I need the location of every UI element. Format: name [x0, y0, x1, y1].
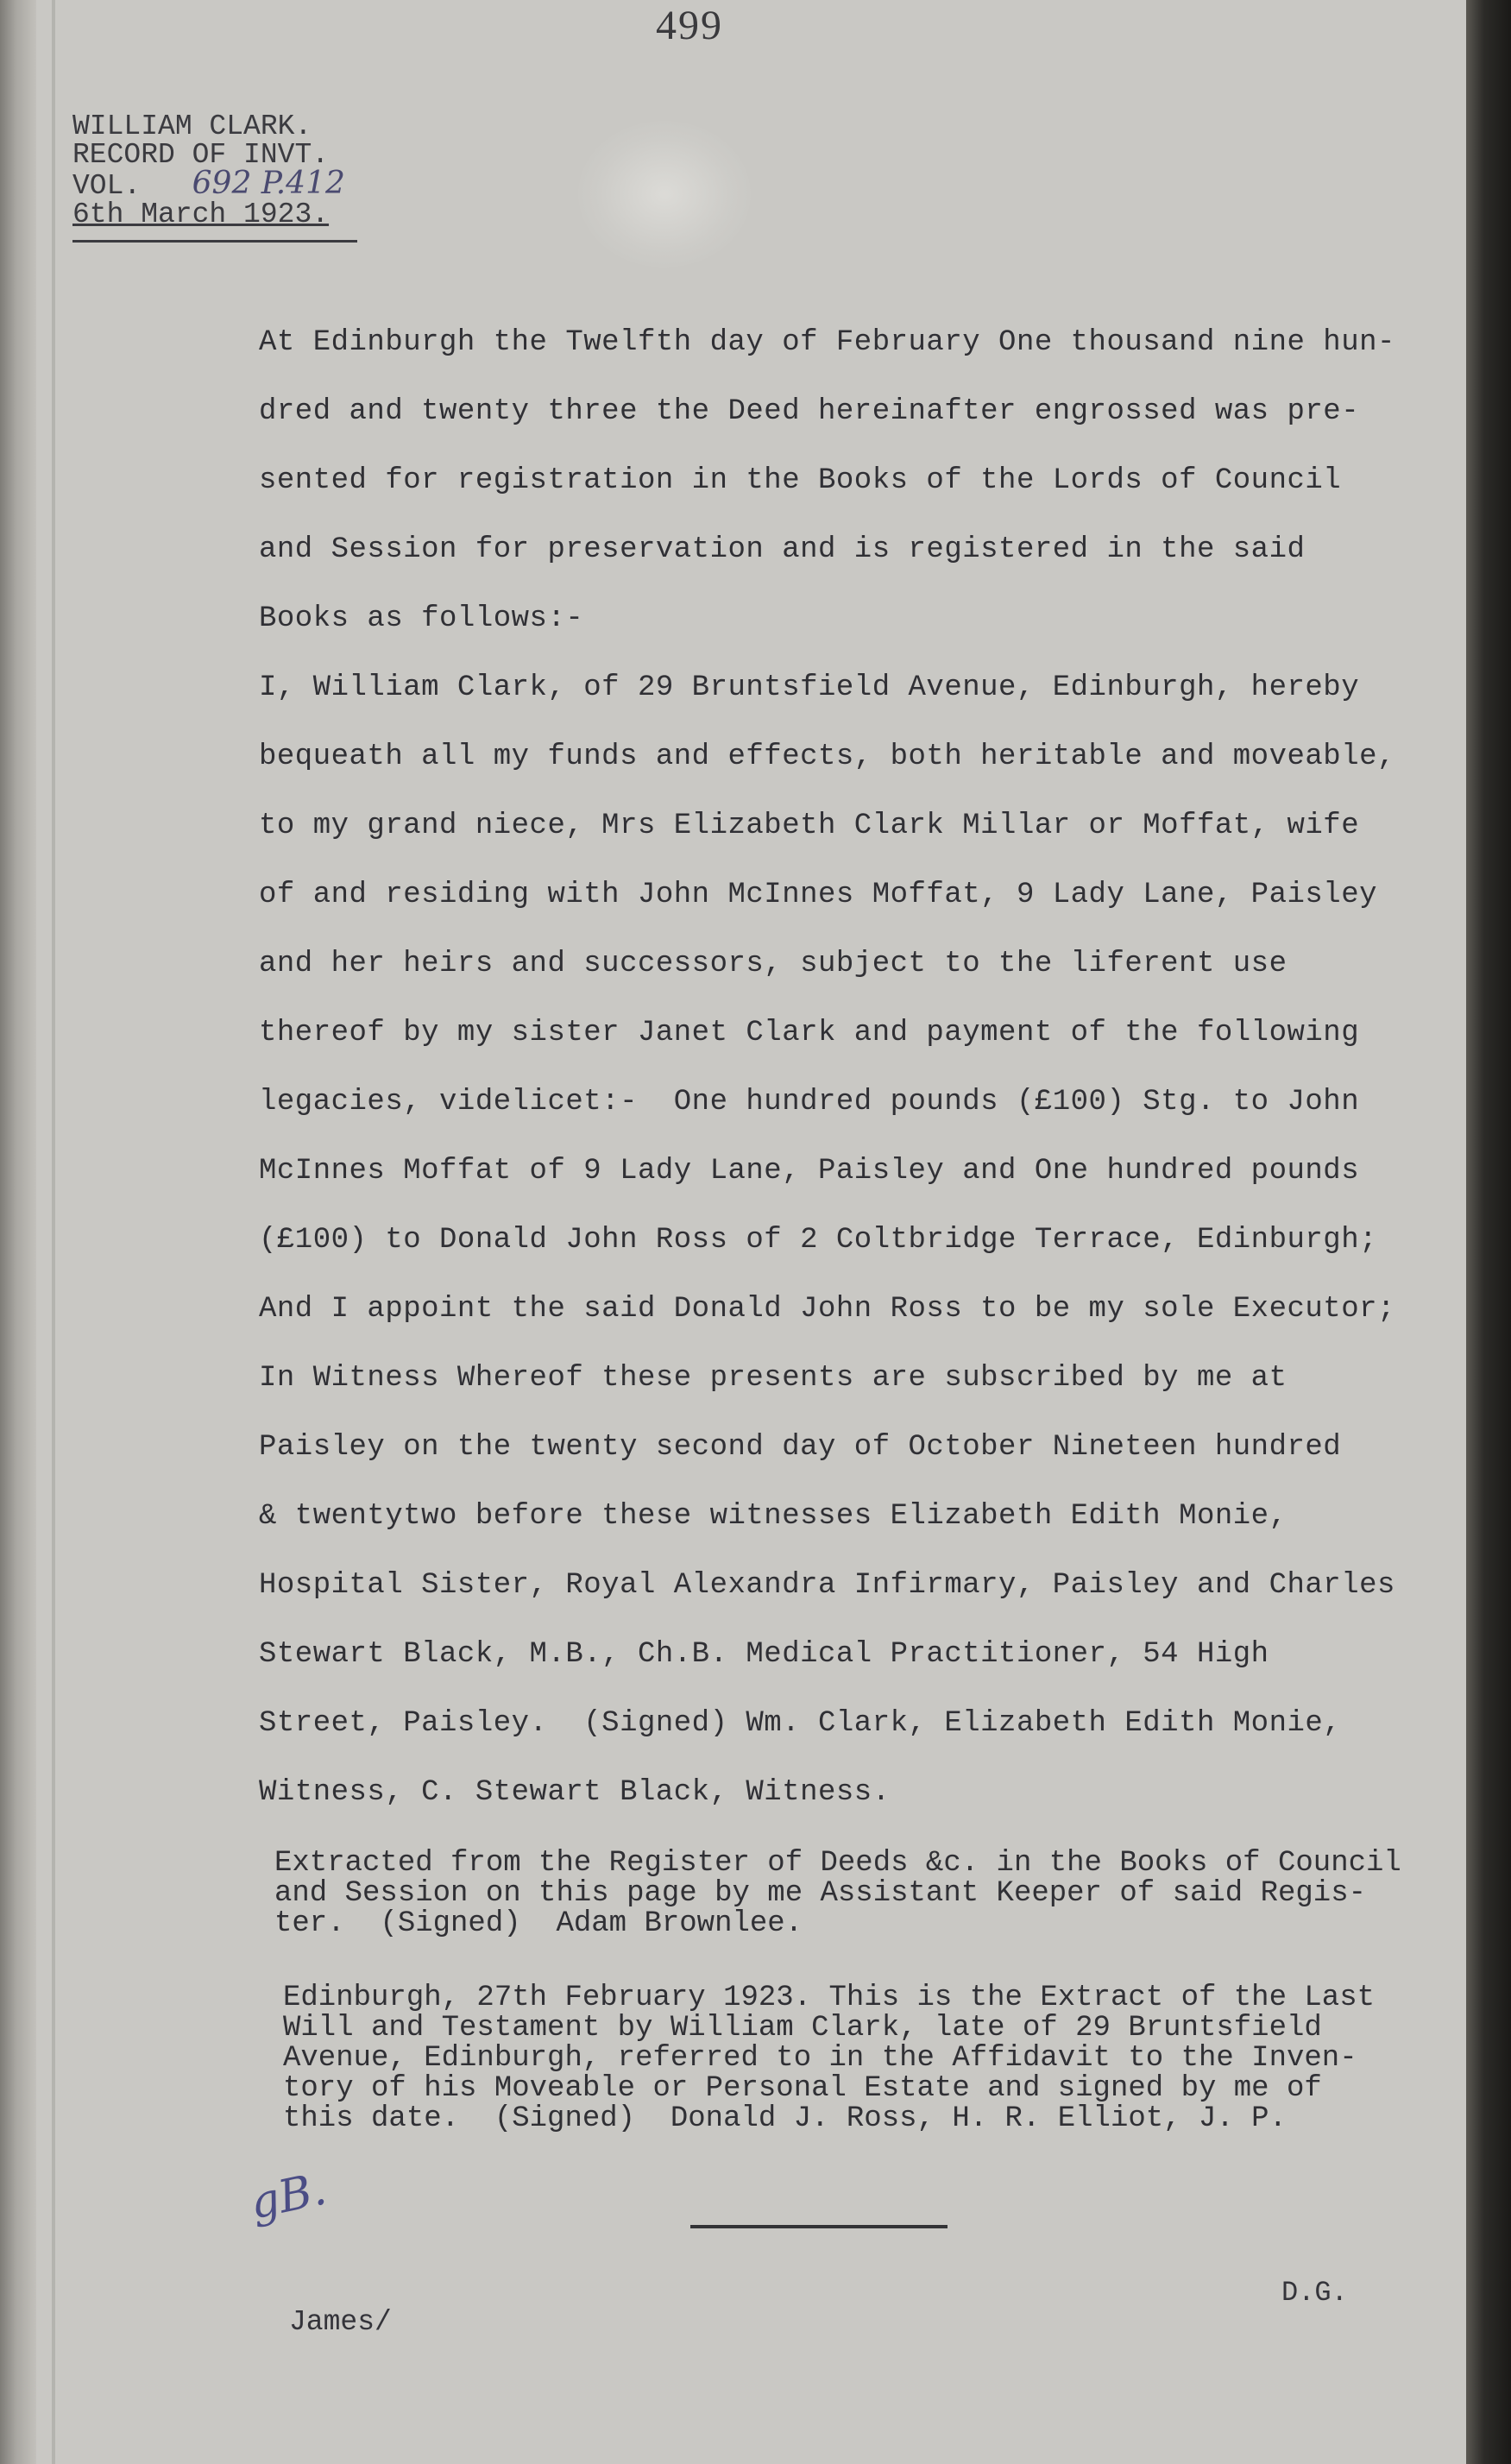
deed-text-line: (£100) to Donald John Ross of 2 Coltbridge Terrace, Edinburgh;: [259, 1224, 1378, 1257]
extract-certification: [274, 1849, 1500, 1939]
deed-text-line: Street, Paisley. (Signed) Wm. Clark, Elizabeth Edith Monie,: [259, 1707, 1342, 1740]
record-header: [72, 112, 345, 229]
affidavit-note: [283, 1983, 1508, 2134]
deed-text-line: Hospital Sister, Royal Alexandra Infirmary, Paisley and Charles: [259, 1569, 1395, 1602]
deed-body: [259, 328, 1484, 1847]
margin-shadow: [52, 0, 55, 2464]
deed-text-line: and Session for preservation and is registered in the said: [259, 533, 1306, 566]
affidavit-text-line: Will and Testament by William Clark, late of 29 Bruntsfield: [283, 2012, 1322, 2045]
deed-text-line: thereof by my sister Janet Clark and payment of the following: [259, 1017, 1360, 1049]
header-volume: [72, 166, 345, 202]
book-binding-edge: [0, 0, 36, 2464]
closing-rule: [690, 2225, 948, 2228]
header-vol-label: VOL.: [72, 170, 142, 202]
footer-initials: D.G.: [1281, 2277, 1348, 2309]
affidavit-text-line: this date. (Signed) Donald J. Ross, H. R. Elliot, J. P.: [283, 2102, 1287, 2135]
deed-text-line: At Edinburgh the Twelfth day of February One thousand nine hun-: [259, 326, 1395, 359]
deed-text-line: Stewart Black, M.B., Ch.B. Medical Practitioner, 54 High: [259, 1638, 1269, 1671]
deed-text-line: Paisley on the twenty second day of October Nineteen hundred: [259, 1431, 1342, 1464]
footer-continuation: James/: [289, 2306, 392, 2338]
deed-text-line: Books as follows:-: [259, 602, 584, 635]
extract-text-line: ter. (Signed) Adam Brownlee.: [274, 1907, 803, 1940]
deed-text-line: & twentytwo before these witnesses Elizabeth Edith Monie,: [259, 1500, 1287, 1533]
extract-text-line: and Session on this page by me Assistant Keeper of said Regis-: [274, 1877, 1367, 1910]
deed-text-line: of and residing with John McInnes Moffat, 9 Lady Lane, Paisley: [259, 879, 1378, 911]
header-record: RECORD OF INVT.: [72, 139, 330, 171]
handwritten-volume-page: 692 P.412: [192, 166, 345, 201]
affidavit-text-line: Avenue, Edinburgh, referred to in the Affidavit to the Inven-: [283, 2042, 1357, 2075]
header-underline: [72, 240, 357, 243]
affidavit-text-line: Edinburgh, 27th February 1923. This is the Extract of the Last: [283, 1982, 1376, 2014]
embossed-seal: [578, 121, 751, 268]
deed-text-line: legacies, videlicet:- One hundred pounds (£100) Stg. to John: [259, 1086, 1360, 1119]
deed-text-line: And I appoint the said Donald John Ross to be my sole Executor;: [259, 1293, 1395, 1326]
deed-text-line: Witness, C. Stewart Black, Witness.: [259, 1776, 891, 1809]
page-number: 499: [656, 3, 723, 48]
deed-text-line: sented for registration in the Books of the Lords of Council: [259, 464, 1342, 497]
affidavit-text-line: tory of his Moveable or Personal Estate and signed by me of: [283, 2072, 1322, 2105]
header-name: WILLIAM CLARK.: [72, 110, 312, 142]
deed-text-line: I, William Clark, of 29 Bruntsfield Avenue, Edinburgh, hereby: [259, 671, 1360, 704]
deed-text-line: bequeath all my funds and effects, both heritable and moveable,: [259, 740, 1395, 773]
deed-text-line: In Witness Whereof these presents are subscribed by me at: [259, 1362, 1287, 1395]
extract-text-line: Extracted from the Register of Deeds &c. in the Books of Council: [274, 1847, 1401, 1880]
deed-text-line: to my grand niece, Mrs Elizabeth Clark Millar or Moffat, wife: [259, 810, 1360, 842]
header-date: 6th March 1923.: [72, 199, 330, 230]
deed-text-line: dred and twenty three the Deed hereinafter engrossed was pre-: [259, 395, 1360, 428]
handwritten-initials: gB.: [245, 2163, 331, 2230]
deed-text-line: and her heirs and successors, subject to the liferent use: [259, 948, 1287, 980]
deed-text-line: McInnes Moffat of 9 Lady Lane, Paisley and One hundred pounds: [259, 1155, 1360, 1188]
